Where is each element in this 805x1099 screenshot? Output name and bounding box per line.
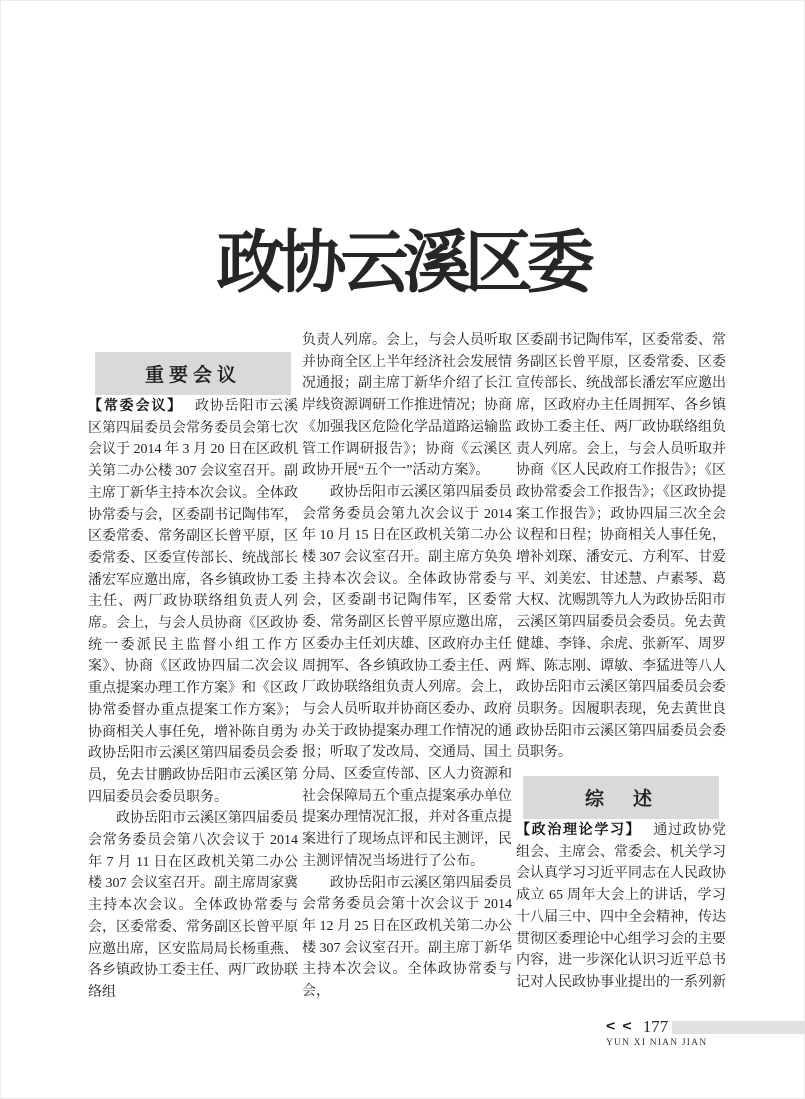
column-left bbox=[88, 330, 298, 1004]
paragraph-meeting-10-continued: 区委副书记陶伟军，区委常委、常务副区长曾平原，区委常委、区委宣传部长、统战部长潘宏军应邀出席，区政府办主任周拥军、各乡镇政协工委主任、两厂政协联络组负责人列席。会上，与会人员听取并协商《区人民政府工作报告》；《区政协常委会工作报告》；《区政协提案工作报告》；政协四届三次全会议程和日程；协商相关人事任免，增补刘琛、潘安元、方利军、甘爱平、刘美宏、甘述慧、卢素琴、葛大权、沈赐凯等九人为政协岳阳市云溪区第四届委员会委员。免去黄健雄、李锋、余虎、张新军、周罗辉、陈志刚、谭敏、李猛进等八人政协岳阳市云溪区第四届委员会委员职务。因履职表现，免去黄世良政协岳阳市云溪区第四届委员会委员职务。 bbox=[516, 333, 726, 761]
footer-page-number-row bbox=[606, 1018, 668, 1036]
section-header-overview bbox=[523, 776, 719, 819]
section-header-important-meetings bbox=[95, 352, 291, 395]
footer-decorative-bar bbox=[672, 1021, 805, 1034]
paragraph-text: 政协岳阳市云溪区第四届委员会常务委员会第七次会议于 2014 年 3 月 20 日在区政机关第二办公楼 307 会议室召开。副主席丁新华主持本次会议。全体政协常委与会，区委副书记陶伟军，区委常委、常务副区长曾平原，区委常委、区委宣传部长、统战部长潘宏军应邀出席，各乡镇政协工委主任、两厂政协联络组负责人列席。会上，与会人员协商《区政协统一委派民主监督小组工作方案》、协商《区政协四届二次会议重点提案办理工作方案》和《区政协常委督办重点提案工作方案》；协商相关人事任免，增补陈自勇为政协岳阳市云溪区第四届委员会委员，免去甘鹏政协岳阳市云溪区第四届委员会委员职务。 bbox=[88, 399, 298, 805]
paragraph-text: 通过政协党组会、主席会、常委会、机关学习会认真学习习近平同志在人民政协成立 65 周年大会上的讲话，学习十八届三中、四中全会精神，传达贯彻区委理论中心组学习会的主要内容，进一步深化认识习近平总书记对人民政协事业提出的一系列新 bbox=[516, 823, 727, 990]
paragraph-standing-committee-meeting-8: 政协岳阳市云溪区第四届委员会常务委员会第八次会议于 2014 年 7 月 11 日在区政机关第二办公楼 307 会议室召开。副主席周家冀主持本次会议。全体政协常委与会，区委常委、常务副区长曾平原应邀出席，区安监局局长杨重燕、各乡镇政协工委主任、两厂政协联络组 bbox=[88, 811, 298, 1000]
back-chevron-icon: < bbox=[606, 1019, 616, 1034]
page-title: 政协云溪区委 bbox=[216, 222, 589, 303]
paragraph-political-theory-study bbox=[516, 819, 726, 994]
paragraph-standing-committee-meeting-7 bbox=[88, 395, 298, 808]
yearbook-name: YUN XI NIAN JIAN bbox=[606, 1038, 708, 1048]
entry-label-standing-committee-meetings: 【常委会议】 bbox=[88, 397, 183, 413]
paragraph-meeting-8-continued: 负责人列席。会上，与会人员听取并协商全区上半年经济社会发展情况通报；副主席丁新华介绍了长江岸线资源调研工作推进情况；协商《加强我区危险化学品道路运输监管工作调研报告》；协商《云溪区政协开展“五个一”活动方案》。 bbox=[302, 333, 512, 479]
entry-label-political-theory-study: 【政治理论学习】 bbox=[516, 821, 642, 838]
paragraph-standing-committee-meeting-9: 政协岳阳市云溪区第四届委员会常务委员会第九次会议于 2014 年 10 月 15 日在区政机关第二办公楼 307 会议室召开。副主席方奂奂主持本次会议。全体政协常委与会，区委副书记陶伟军，区委常委、常务副区长曾平原应邀出席，区委办主任刘庆雄、区政府办主任周拥军、各乡镇政协工委主任、两厂政协联络组负责人列席。会上，与会人员听取并协商区委办、政府办关于政协提案办理工作情况的通报；听取了发改局、交通局、国土分局、区委宣传部、区人力资源和社会保障局五个重点提案承办单位提案办理情况汇报，并对各重点提案进行了现场点评和民主测评，民主测评情况当场进行了公布。 bbox=[302, 484, 512, 869]
paragraph-standing-committee-meeting-10: 政协岳阳市云溪区第四届委员会常务委员会第十次会议于 2014 年 12 月 25 日在区政机关第二办公楼 307 会议室召开。副主席丁新华主持本次会议。全体政协常委与会， bbox=[302, 875, 512, 1000]
section-header-label: 综 述 bbox=[584, 789, 657, 811]
section-header-label: 重要会议 bbox=[144, 365, 241, 386]
column-middle bbox=[302, 330, 512, 1003]
page-number: 177 bbox=[642, 1017, 669, 1036]
back-chevron-icon: < bbox=[622, 1019, 632, 1034]
column-right bbox=[516, 330, 726, 994]
